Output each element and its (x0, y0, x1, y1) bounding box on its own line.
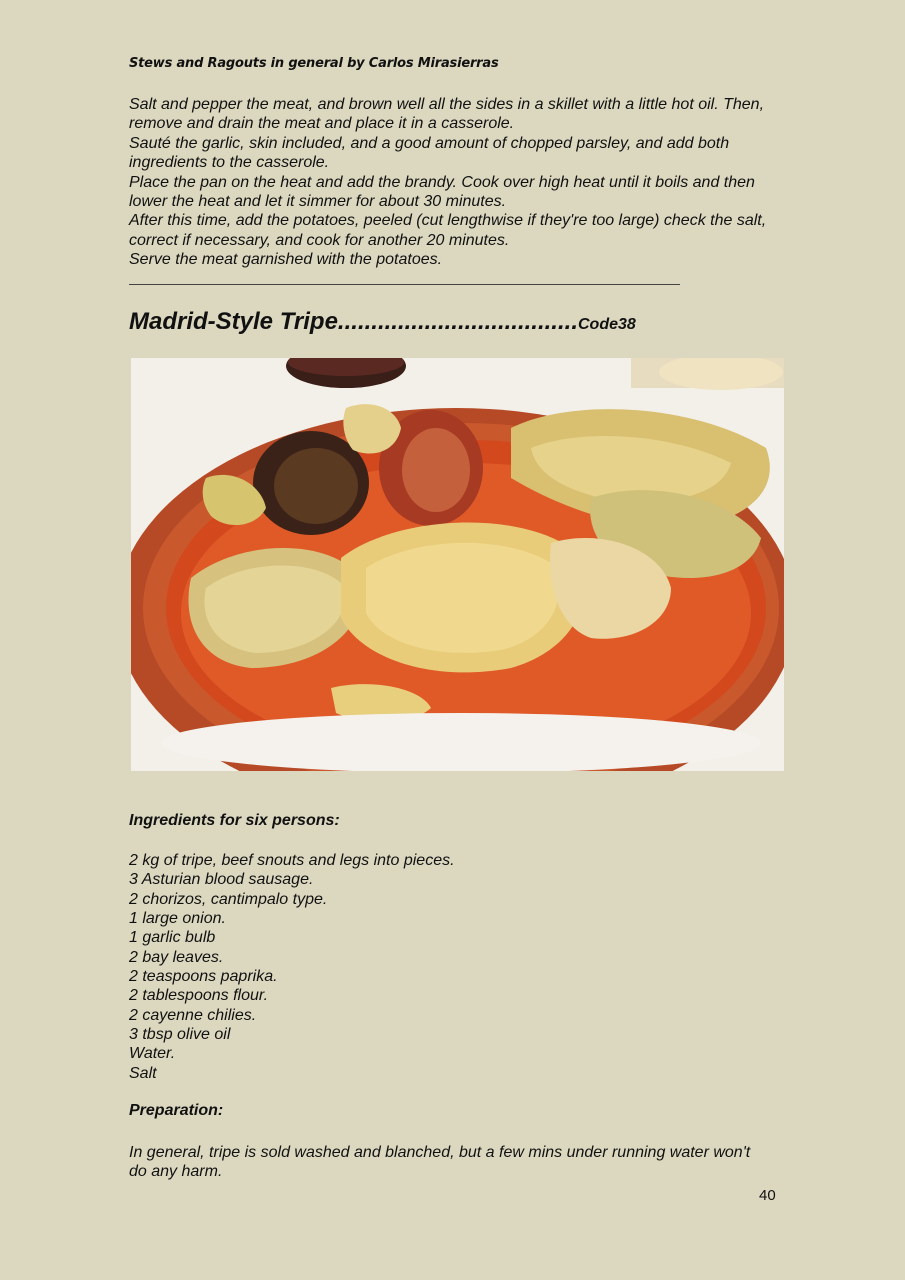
intro-instructions (129, 95, 779, 270)
ingredient-item: 1 large onion. (129, 910, 226, 928)
ingredients-heading: Ingredients for six persons: (129, 812, 340, 829)
page-number: 40 (759, 1187, 776, 1204)
ingredient-item: 2 cayenne chilies. (129, 1006, 257, 1024)
section-divider (129, 284, 680, 285)
ingredient-item: 3 Asturian blood sausage. (129, 871, 314, 889)
recipe-photo (131, 358, 784, 771)
instruction-step: Place the pan on the heat and add the brandy. Cook over high heat until it boils and then lower the heat and let it simmer for about 30 minutes. (129, 173, 755, 211)
tripe-dish-illustration (131, 358, 784, 771)
ingredient-item: 2 chorizos, cantimpalo type. (129, 890, 328, 908)
ingredient-item: 3 tbsp olive oil (129, 1026, 231, 1044)
instruction-step: Sauté the garlic, skin included, and a good amount of chopped parsley, and add both ingredients to the casserole. (129, 134, 730, 172)
instruction-step: Serve the meat garnished with the potatoes. (129, 251, 443, 269)
instruction-step: Salt and pepper the meat, and brown well all the sides in a skillet with a little hot oil. Then, remove and drain the meat and place it in a casserole. (129, 96, 765, 133)
recipe-title (129, 308, 636, 336)
ingredient-item: 1 garlic bulb (129, 929, 216, 947)
ingredient-item: 2 tablespoons flour. (129, 987, 269, 1005)
ingredient-item: 2 kg of tripe, beef snouts and legs into pieces. (129, 852, 455, 869)
ingredients-list (129, 851, 455, 1083)
ingredient-item: 2 teaspoons paprika. (129, 968, 278, 986)
preparation-heading: Preparation: (129, 1102, 224, 1119)
recipe-title-text: Madrid-Style Tripe.................................... (129, 308, 578, 335)
instruction-step: After this time, add the potatoes, peeled (cut lengthwise if they're too large) check the salt, correct if necessary, and cook for another 20 minutes. (129, 212, 767, 249)
ingredient-item: Salt (129, 1064, 157, 1082)
running-header: Stews and Ragouts in general by Carlos Mirasierras (129, 56, 499, 71)
ingredient-item: Water. (129, 1045, 176, 1063)
recipe-code: Code38 (577, 316, 636, 333)
preparation-text: In general, tripe is sold washed and blanched, but a few mins under running water won't do any harm. (129, 1144, 751, 1181)
ingredient-item: 2 bay leaves. (129, 948, 224, 966)
